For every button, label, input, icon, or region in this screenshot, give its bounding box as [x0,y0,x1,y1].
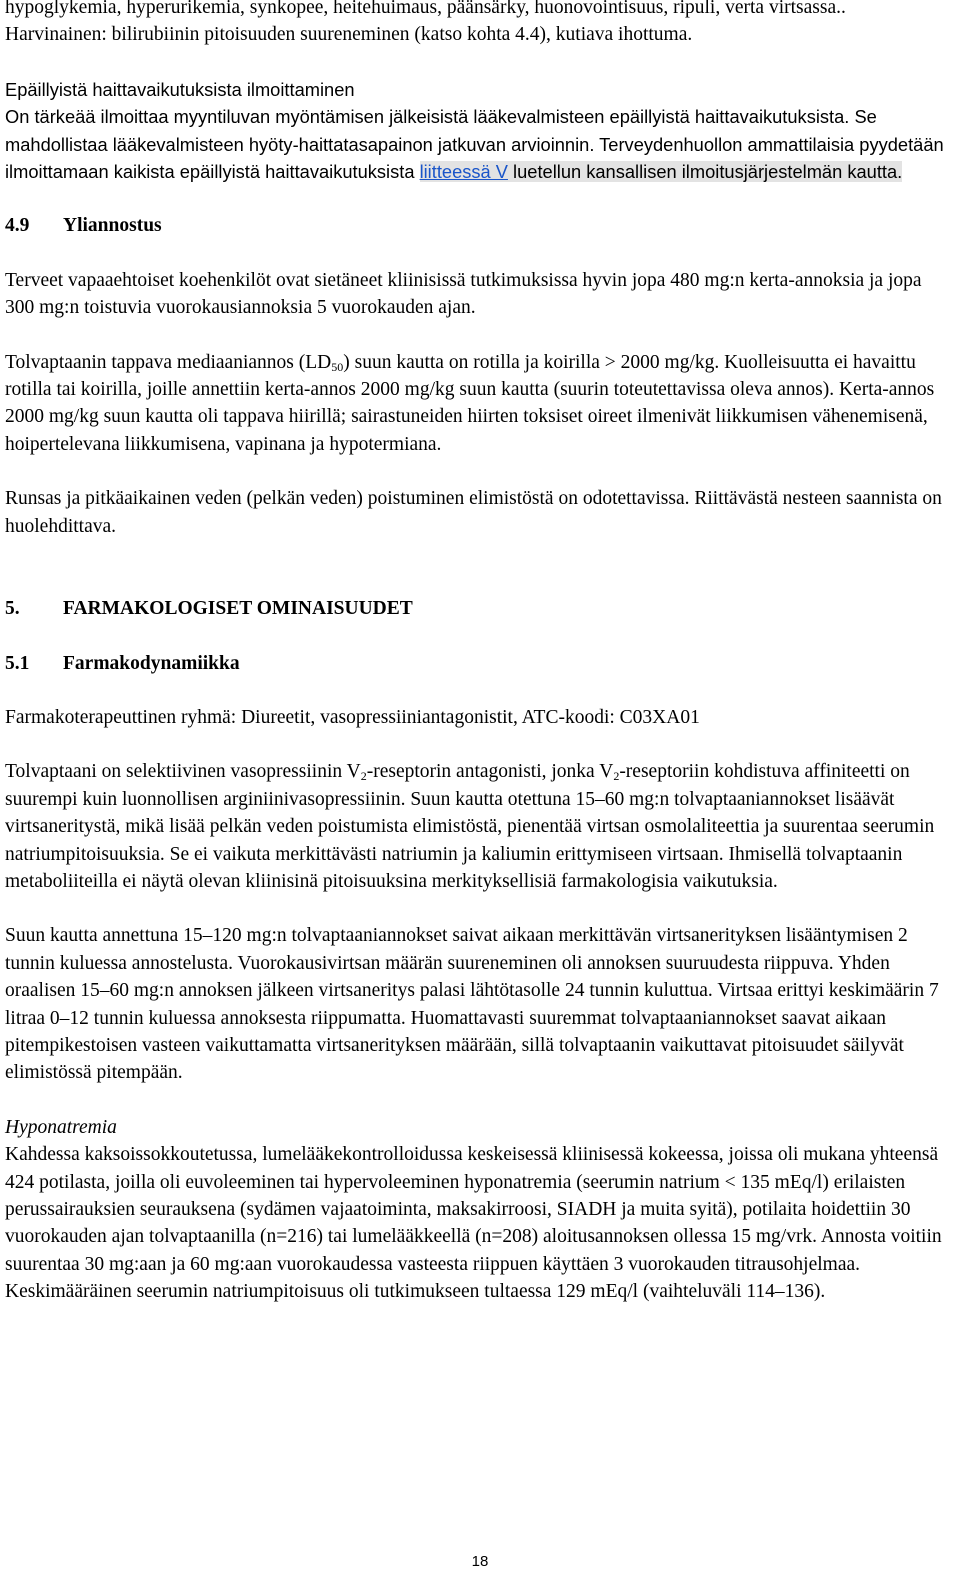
intro-line-1: hypoglykemia, hyperurikemia, synkopee, heitehuimaus, päänsärky, huonovointisuus, ripuli, verta virtsassa.. [5,0,846,18]
overdose-paragraph-1: Terveet vapaaehtoiset koehenkilöt ovat sietäneet kliinisissä tutkimuksissa hyvin jopa 480 mg:n kerta-annoksia ja jopa 300 mg:n toistuvia vuorokausiannoksia 5 vuorokauden ajan. [5,269,922,319]
hyponatremia-heading [5,1114,955,1141]
mechanism-paragraph [5,758,955,895]
section-title: Farmakodynamiikka [63,652,240,674]
reporting-heading: Epäillyistä haittavaikutuksista ilmoittaminen [5,78,355,100]
diuresis-paragraph: Suun kautta annettuna 15–120 mg:n tolvaptaaniannokset saivat aikaan merkittävän virtsanerityksen lisääntymisen 2 tunnin kuluessa annostelusta. Vuorokausivirtsan määrän suureneminen oli annoksen suuruudesta riippuva. Yhden oraalisen 15–60 mg:n annoksen jälkeen virtsaneritys palasi lähtötasolle 24 tunnin kuluttua. Virtsaa erittyi keskimäärin 7 litraa 0–12 tunnin kuluessa annoksesta riippumatta. Huomattavasti suuremmat tolvaptaaniannokset saavat aikaan pitempikestoisen vasteen vaikuttamatta virtsanerityksen määrään, sillä tolvaptaanin vaikuttavat pitoisuudet säilyvät elimistössä pitempään. [5,925,939,1084]
mech-text-a: Tolvaptaani on selektiivinen vasopressiinin V [5,761,361,783]
section-4-9-heading [5,212,955,239]
ld-text-a: Tolvaptaanin tappava mediaaniannos (LD [5,351,332,373]
ld-subscript: 50 [331,359,344,374]
mech-text-c: -reseptoriin kohdistuva affiniteetti on suurempi kuin luonnollisen arginiinivasopressiinin. Suun kautta otettuna 15–60 mg:n tolvaptaaniannokset lisäävät virtsaneritystä, mikä lisää pelkän veden poistumista elimistöstä, pienentää virtsan osmolaliteettia ja suurentaa seerumin natriumpitoisuuksia. Se ei vaikuta merkittävästi natriumin ja kaliumin erittymiseen virtsaan. Ihmisellä tolvaptaanin metaboliiteilla ei näytä olevan kliinisinä pitoisuuksina merkityksellisiä farmakologisia vaikutuksia. [5,761,935,892]
hyponatremia-paragraph-2: Keskimääräinen seerumin natriumpitoisuus oli tutkimukseen tultaessa 129 mEq/l (vaihteluväli 114–136). [5,1281,826,1303]
reporting-body: On tärkeää ilmoittaa myyntiluvan myöntämisen jälkeisistä lääkevalmisteen epäillyistä haittavaikutuksista. Se mahdollistaa lääkevalmisteen hyöty-haittatasapainon jatkuvan arvioinnin. Terveydenhuollon ammattilaisia pyydetään ilmoittamaan kaikista epäillyistä haittavaikutuksista [5,106,944,183]
reporting-text [5,103,955,185]
reporting-highlight [420,161,903,182]
section-number: 4.9 [5,215,30,237]
pharmacotherapeutic-group: Farmakoterapeuttinen ryhmä: Diureetit, vasopressiiniantagonistit, ATC-koodi: C03XA01 [5,706,700,728]
section-title: Yliannostus [63,215,162,237]
hyponatremia-paragraph-1: Kahdessa kaksoissokkoutetussa, lumelääkekontrolloidussa keskeisessä kliinisessä kokeessa, joissa oli mukana yhteensä 424 potilasta, joilla oli euvoleeminen tai hypervoleeminen hyponatremia (seerumin natrium < 135 mEq/l) erilaisten perussairauksien seurauksena (sydämen vajaatoiminta, maksakirroosi, SIADH ja muita syitä), potilaita hoidettiin 30 vuorokauden ajan tolvaptaanilla (n=216) tai lumelääkkeellä (n=208) aloitusannoksen ollessa 15 mg/vrk. Annosta voitiin suurentaa 30 mg:aan ja 60 mg:aan vuorokaudessa vasteesta riippuen käyttäen 3 vuorokauden titrausohjelmaa. [5,1144,942,1275]
reporting-tail: luetellun kansallisen ilmoitusjärjestelmän kautta. [507,161,903,183]
section-5-heading [5,595,955,622]
intro-line-2: Harvinainen: bilirubiinin pitoisuuden suureneminen (katso kohta 4.4), kutiava ihottuma. [5,24,693,46]
document-page [5,0,955,1306]
v2-subscript-2: 2 [613,769,620,784]
mech-text-b: -reseptorin antagonisti, jonka V [366,761,614,783]
overdose-paragraph-3: Runsas ja pitkäaikainen veden (pelkän veden) poistuminen elimistöstä on odotettavissa. Riittävästä nesteen saannista on huolehdittava. [5,488,942,537]
page-number: 18 [471,1553,489,1570]
section-title: FARMAKOLOGISET OMINAISUUDET [63,598,413,620]
section-5-1-heading [5,650,955,677]
reporting-block [5,76,955,186]
overdose-paragraph-2 [5,349,955,459]
ld-text-b: ) suun kautta on rotilla ja koirilla > 2000 mg/kg. Kuolleisuutta ei havaittu rotilla tai koirilla, joille annettiin kerta-annos 2000 mg/kg suun kautta (suurin toteutettavissa oleva annos). Kerta-annos 2000 mg/kg suun kautta oli tappava hiirillä; sairastuneiden hiirten toksiset oireet ilmenivät liikkumisen vähenemisenä, hoipertelevana liikkumisena, vapinana ja hypotermiana. [5,351,935,455]
section-number: 5. [5,598,20,620]
hyponatremia-title: Hyponatremia [5,1116,117,1138]
section-number: 5.1 [5,652,30,674]
v2-subscript-1: 2 [360,769,367,784]
annex-v-link[interactable]: liitteessä V [419,161,508,183]
